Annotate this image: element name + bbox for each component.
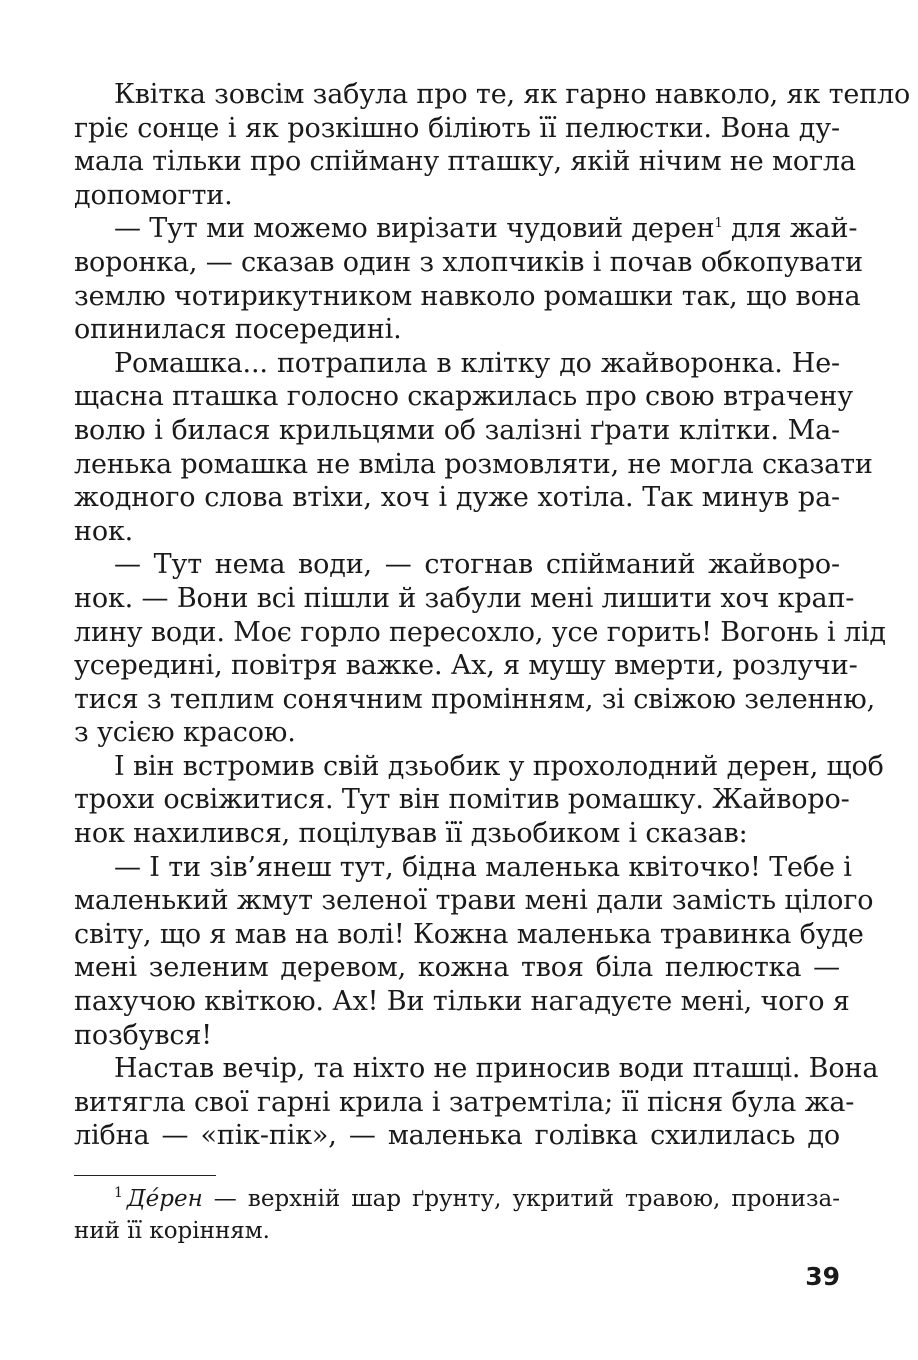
footnote-marker: 1: [114, 1185, 123, 1202]
text-line: з усією красою.: [74, 717, 296, 749]
paragraph-7: [74, 1052, 879, 1153]
text-line: Настав вечір, та ніхто не приносив води пташці. Вона: [114, 1053, 879, 1085]
text-line: — І ти зів’янеш тут, бідна маленька квіточко! Тебе і: [114, 851, 852, 883]
text-line: пахучою квіткою. Ах! Ви тільки нагадуєте мені, чого я: [74, 986, 850, 1018]
text-line: тися з теплим сонячним промінням, зі свіжою зеленню,: [74, 683, 876, 715]
text-line: трохи освіжитися. Тут він помітив ромашку. Жайворо-: [74, 784, 850, 816]
text-line: воронка, — сказав один з хлопчиків і почав обкопувати: [74, 246, 863, 278]
footnote-line: ний її корінням.: [74, 1218, 270, 1244]
text-line: світу, що я мав на волі! Кожна маленька травинка буде: [74, 918, 864, 950]
text-line: — Тут нема води, — стогнав спійманий жайворо-: [114, 549, 840, 581]
paragraph-4: [74, 548, 886, 750]
footnote-line: [74, 1183, 840, 1215]
paragraph-5: [74, 750, 884, 851]
text-line: волю і билася крильцями об залізні ґрати клітки. Ма-: [74, 414, 840, 446]
text-line: мені зеленим деревом, кожна твоя біла пелюстка —: [74, 952, 840, 984]
text-line: І він встромив свій дзьобик у прохолодний дерен, щоб: [114, 750, 884, 782]
text-line: нок нахилився, поцілував її дзьобиком і сказав:: [74, 818, 748, 850]
paragraph-6: [74, 851, 874, 1053]
footnote-reference: 1: [714, 216, 723, 232]
text-line: лину води. Моє горло пересохло, усе горить! Вогонь і лід: [74, 616, 886, 648]
text-line: усередині, повітря важке. Ах, я мушу вмерти, розлучи-: [74, 650, 858, 682]
footnote: [74, 1183, 840, 1247]
text-line: мала тільки про спійману пташку, якій нічим не могла: [74, 146, 856, 178]
text-line: щасна пташка голосно скаржилась про свою втрачену: [74, 381, 853, 413]
text-line: нок.: [74, 515, 134, 547]
page-number: 39: [805, 1262, 840, 1291]
text-segment: для жай-: [722, 213, 858, 245]
paragraph-3: [74, 347, 873, 549]
text-line: нок. — Вони всі пішли й забули мені лишити хоч крап-: [74, 582, 855, 614]
paragraph-1: [74, 78, 911, 212]
text-line: Ромашка... потрапила в клітку до жайворонка. Не-: [114, 347, 840, 379]
footnote-definition: — верхній шар ґрунту, укритий травою, прониза-: [202, 1186, 840, 1212]
body-text: [74, 78, 911, 1153]
text-line-with-footnote: [74, 212, 858, 246]
text-line: опинилася посередині.: [74, 314, 402, 346]
text-line: землю чотирикутником навколо ромашки так, що вона: [74, 280, 861, 312]
text-line: позбувся!: [74, 1019, 212, 1051]
footnote-separator: [74, 1175, 216, 1176]
paragraph-2: [74, 212, 863, 346]
text-line: допомогти.: [74, 179, 233, 211]
text-line: Квітка зовсім забула про те, як гарно навколо, як тепло: [114, 79, 911, 110]
text-segment: — Тут ми можемо вирізати чудовий дерен: [114, 213, 715, 245]
text-line: лібна — «пік-пік», — маленька голівка схилилась до: [74, 1120, 840, 1152]
text-line: витягла свої гарні крила і затремтіла; її пісня була жа-: [74, 1086, 855, 1118]
footnote-term: Де́рен: [126, 1186, 203, 1212]
text-line: жодного слова втіхи, хоч і дуже хотіла. Так минув ра-: [74, 482, 840, 514]
text-line: маленький жмут зеленої трави мені дали замість цілого: [74, 885, 874, 917]
text-line: ленька ромашка не вміла розмовляти, не могла сказати: [74, 448, 873, 480]
text-line: гріє сонце і як розкішно біліють її пелюстки. Вона ду-: [74, 112, 840, 144]
